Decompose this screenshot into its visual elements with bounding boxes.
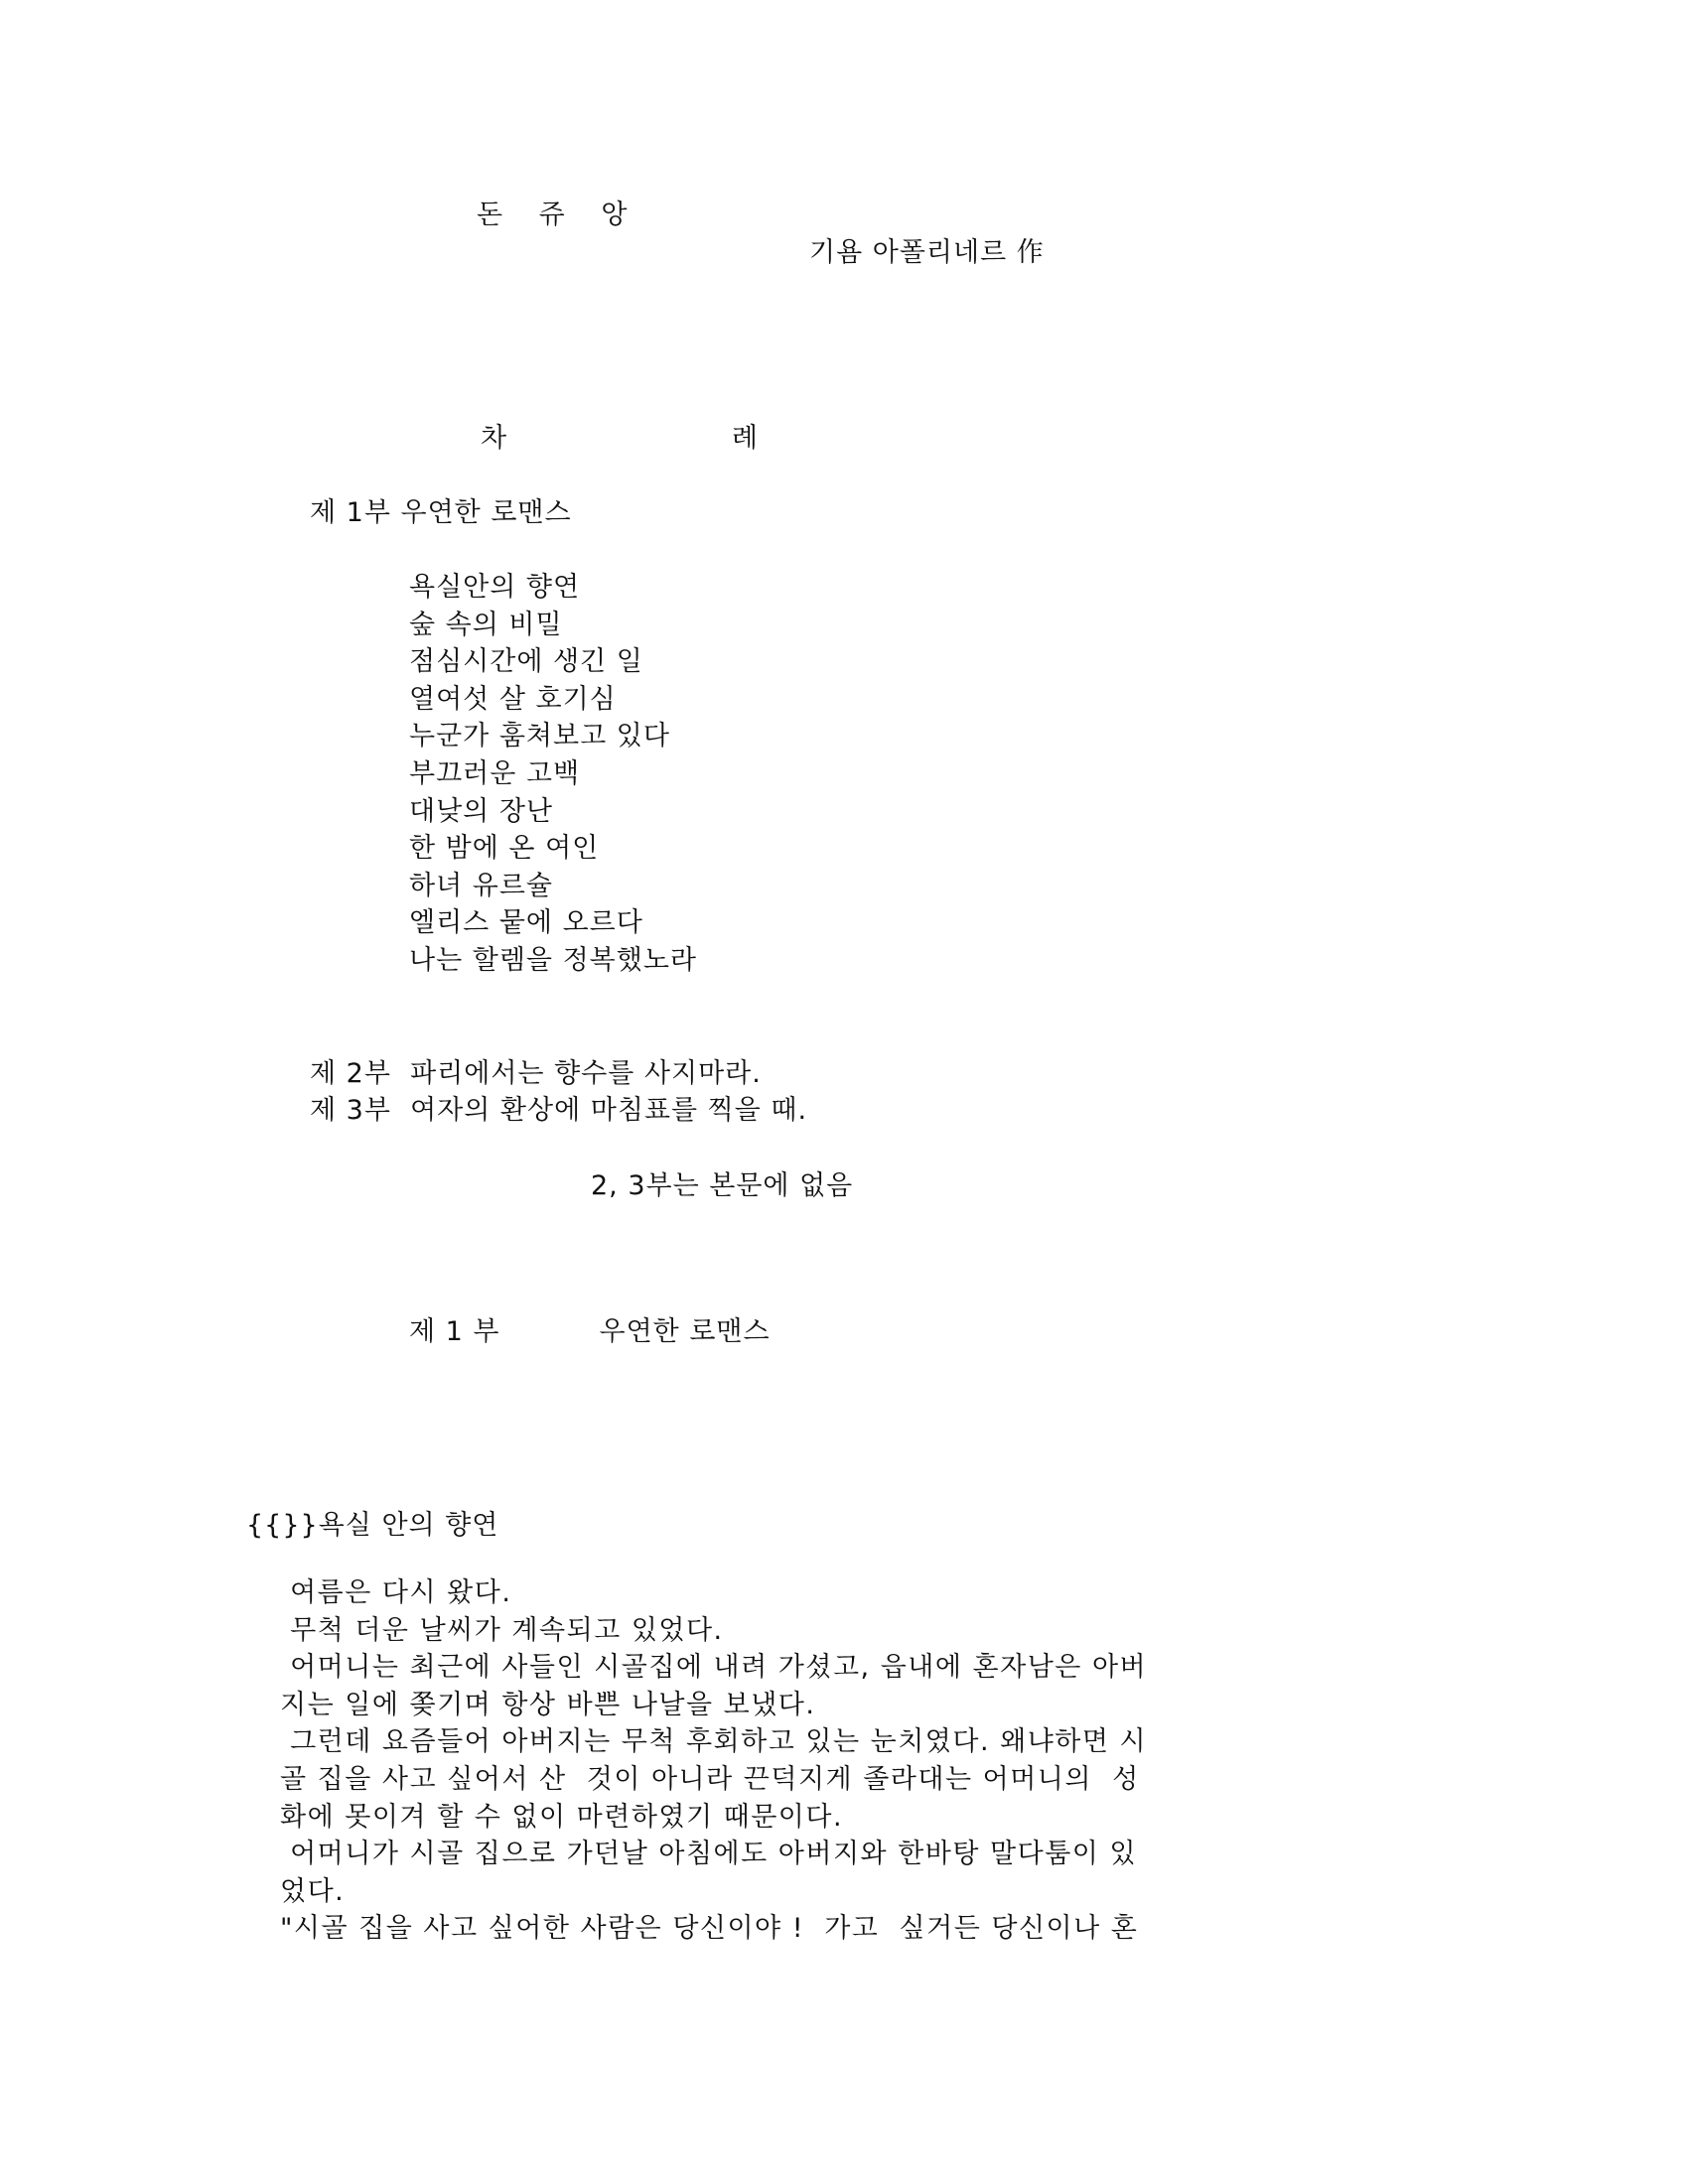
toc-chapter-item: 하녀 유르슐: [409, 870, 553, 901]
toc-chapter-item: 누군가 훔쳐보고 있다: [409, 721, 670, 752]
body-text: [280, 1574, 1233, 1948]
toc-part-2: 제 2부 파리에서는 향수를 사지마라.: [310, 1058, 762, 1089]
toc-chapter-item: 부끄러운 고백: [409, 757, 581, 789]
toc-chapter-item: 열여섯 살 호기심: [409, 683, 617, 715]
body-line: 었다.: [280, 1875, 346, 1907]
toc-chapter-item: 대낮의 장난: [409, 795, 553, 827]
part-heading-title: 우연한 로맨스: [599, 1316, 771, 1347]
document-author: 기욤 아폴리네르 作: [809, 237, 1045, 268]
toc-part-3: 제 3부 여자의 환상에 마침표를 찍을 때.: [310, 1095, 808, 1126]
body-line: 화에 못이겨 할 수 없이 마련하였기 때문이다.: [280, 1801, 844, 1833]
body-line: 무척 더운 날씨가 계속되고 있었다.: [280, 1614, 724, 1646]
part-heading: [409, 1315, 771, 1349]
chapter-title: {{}}욕실 안의 향연: [246, 1510, 499, 1541]
document-title: 돈 쥬 앙: [477, 200, 641, 230]
toc-chapter-item: 욕실안의 향연: [409, 572, 581, 603]
toc-chapter-list: [409, 569, 697, 980]
toc-chapter-item: 나는 할렘을 정복했노라: [409, 944, 697, 976]
toc-chapter-item: 한 밤에 온 여인: [409, 833, 600, 865]
body-line: 골 집을 사고 싶어서 산 것이 아니라 끈덕지게 졸라대는 어머니의 성: [280, 1763, 1140, 1795]
toc-part-1: 제 1부 우연한 로맨스: [310, 497, 572, 528]
toc-chapter-item: 엘리스 뭍에 오르다: [409, 907, 643, 939]
toc-chapter-item: 숲 속의 비밀: [409, 609, 563, 640]
body-line: 그런데 요즘들어 아버지는 무척 후회하고 있는 눈치였다. 왜냐하면 시: [280, 1726, 1148, 1758]
body-line: 어머니는 최근에 사들인 시골집에 내려 가셨고, 읍내에 혼자남은 아버: [280, 1652, 1148, 1684]
body-line: 지는 일에 쫒기며 항상 바쁜 나날을 보냈다.: [280, 1689, 816, 1720]
part-heading-number: 제 1 부: [409, 1316, 500, 1347]
toc-heading: [481, 422, 759, 456]
toc-chapter-item: 점심시간에 생긴 일: [409, 646, 643, 678]
toc-heading-left: 차: [481, 423, 508, 454]
body-line: 여름은 다시 왔다.: [280, 1577, 512, 1608]
toc-note: 2, 3부는 본문에 없음: [591, 1170, 854, 1201]
body-line: 어머니가 시골 집으로 가던날 아침에도 아버지와 한바탕 말다툼이 있: [280, 1839, 1138, 1870]
body-line: "시골 집을 사고 싶어한 사람은 당신이야 ! 가고 싶거든 당신이나 혼: [280, 1913, 1139, 1945]
toc-heading-right: 례: [731, 423, 759, 454]
